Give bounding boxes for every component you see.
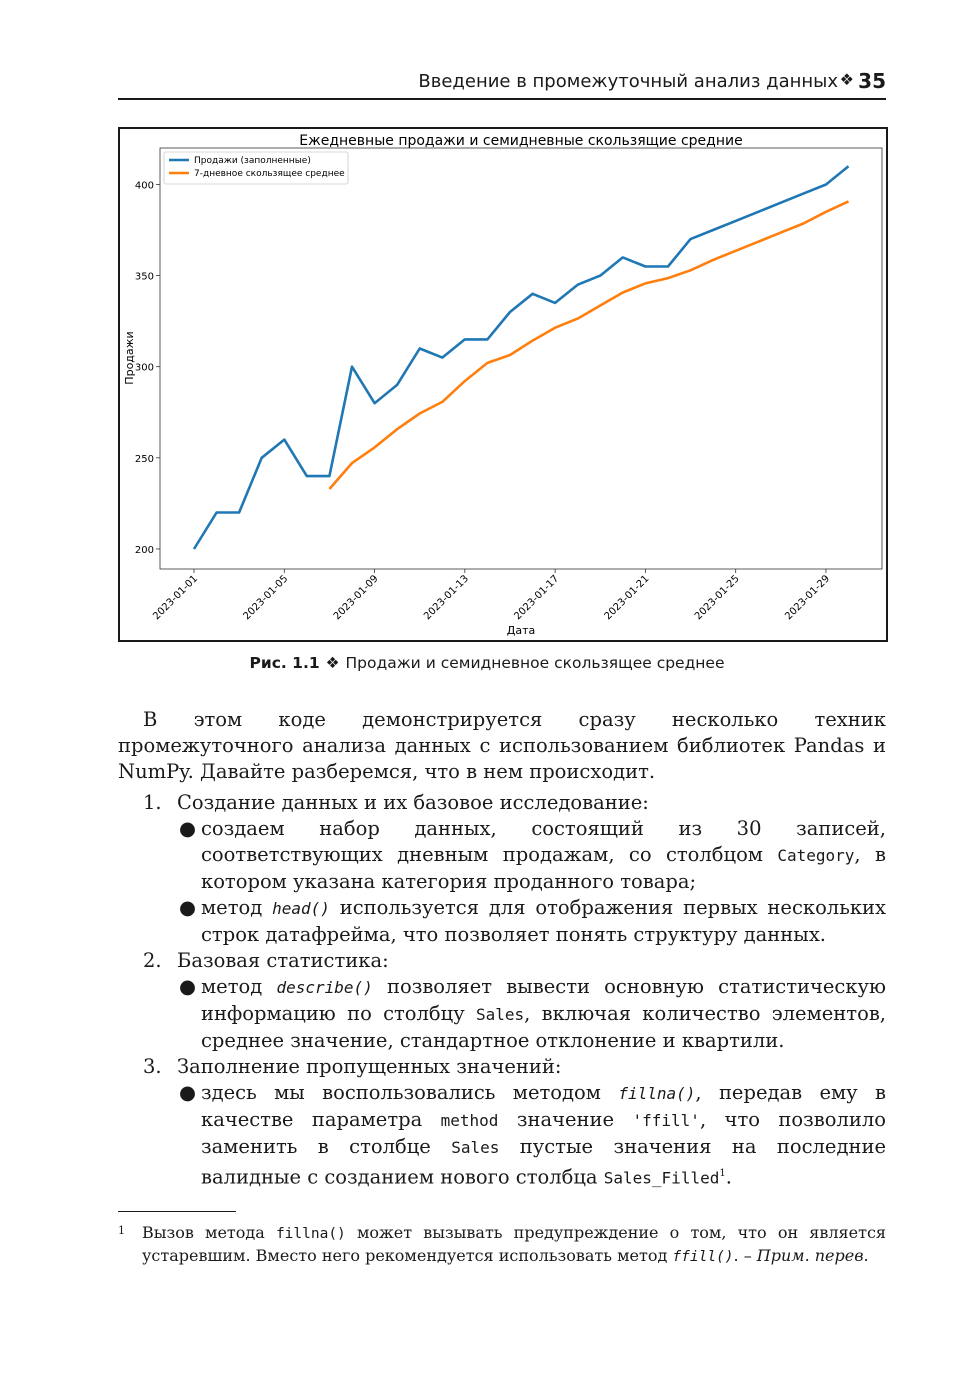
- bullet-item: [177, 974, 886, 1054]
- x-tick-label: 2023-01-29: [783, 573, 833, 623]
- header-separator-icon: ❖: [839, 70, 854, 89]
- code-ffill-string: 'ffill': [632, 1111, 700, 1130]
- list-item-number: 3.: [143, 1055, 162, 1078]
- series-lines: [194, 166, 849, 549]
- y-tick-label: 350: [134, 271, 154, 283]
- bullet-text: , передав ему в качестве параметра: [201, 1081, 887, 1131]
- x-tick-label: 2023-01-09: [331, 573, 381, 623]
- y-tick-label: 250: [134, 453, 154, 465]
- series-line-1: [329, 201, 848, 489]
- bullet-list: [177, 1080, 886, 1192]
- translator-note: Прим. перев.: [756, 1246, 869, 1265]
- bullet-item: [177, 1080, 886, 1192]
- legend: [164, 152, 348, 184]
- x-tick-label: 2023-01-25: [692, 573, 742, 623]
- list-item: [118, 790, 886, 948]
- footnote-text: [142, 1222, 886, 1268]
- numbered-list: [118, 790, 886, 1192]
- bullet-text: значение: [498, 1108, 633, 1131]
- figure-frame: [118, 127, 888, 642]
- code-category: Category: [777, 846, 855, 865]
- chart-title: Ежедневные продажи и семидневные скользящие средние: [299, 133, 743, 149]
- list-item-title: Базовая статистика:: [177, 949, 389, 972]
- footnote-text-part: может вызывать предупреждение о том, что он является устаревшим. Вместо него рекомендуется использовать метод: [142, 1223, 886, 1265]
- list-item-number: 1.: [143, 791, 162, 814]
- x-axis-label: Дата: [506, 624, 536, 637]
- list-item-title: Заполнение пропущенных значений:: [177, 1055, 562, 1078]
- bullet-text: , включая количество элементов, среднее значение, стандартное отклонение и квартили.: [201, 1002, 886, 1052]
- bullet-text: .: [725, 1165, 732, 1189]
- legend-label-sales: Продажи (заполненные): [194, 156, 311, 166]
- bullet-text: позволяет вывести основную статистическую информацию по столбцу: [201, 975, 886, 1025]
- y-axis-label: Продажи: [123, 331, 136, 385]
- line-chart: [120, 129, 886, 640]
- x-tick-label: 2023-01-17: [512, 573, 562, 623]
- footnote-text-part: Вызов метода: [142, 1223, 276, 1242]
- y-tick-label: 200: [134, 544, 154, 556]
- bullet-text: здесь мы воспользовались методом: [201, 1081, 619, 1104]
- code-fillna: fillna(): [618, 1084, 696, 1103]
- caption-separator-icon: ❖: [325, 654, 340, 672]
- bullet-text: , что позволило заменить в столбце: [201, 1108, 886, 1158]
- y-tick-label: 300: [134, 362, 154, 374]
- list-item: [118, 1054, 886, 1192]
- list-item: [118, 948, 886, 1054]
- bullet-text: используется для отображения первых нескольких строк датафрейма, что позволяет понять структуру данных.: [201, 896, 886, 946]
- running-header: [118, 68, 886, 100]
- x-tick-label: 2023-01-01: [151, 573, 201, 623]
- y-axis: [135, 180, 160, 556]
- footnote: [118, 1222, 886, 1268]
- code-sales-filled: Sales_Filled: [603, 1168, 720, 1188]
- footnote-ref: 1: [719, 1168, 726, 1179]
- list-item-number: 2.: [143, 949, 162, 972]
- header-title: Введение в промежуточный анализ данных: [418, 71, 838, 92]
- plot-area: [160, 148, 882, 569]
- code-sales: Sales: [451, 1138, 500, 1157]
- list-item-title: Создание данных и их базовое исследование:: [177, 791, 649, 814]
- x-axis: [151, 569, 832, 622]
- footnote-text-part: . –: [733, 1246, 757, 1265]
- bullet-icon: ●: [179, 896, 197, 919]
- bullet-text: метод: [201, 975, 277, 998]
- code-fillna: fillna(): [275, 1226, 346, 1242]
- y-tick-label: 400: [134, 180, 154, 192]
- code-sales: Sales: [475, 1005, 525, 1024]
- code-ffill: ffill(): [672, 1249, 734, 1265]
- code-describe: describe(): [276, 978, 373, 997]
- x-tick-label: 2023-01-05: [241, 573, 291, 623]
- x-tick-label: 2023-01-21: [602, 573, 652, 623]
- x-tick-label: 2023-01-13: [422, 573, 471, 623]
- figure-caption: [0, 654, 974, 672]
- caption-text: Продажи и семидневное скользящее среднее: [345, 654, 725, 672]
- series-line-0: [194, 166, 849, 549]
- bullet-item: [177, 895, 886, 948]
- bullet-item: [177, 816, 886, 895]
- code-method: method: [440, 1111, 499, 1130]
- code-head: head(): [272, 899, 330, 918]
- intro-paragraph: В этом коде демонстрируется сразу несколько техник промежуточного анализа данных с использованием библиотек Pandas и NumPy. Давайте разберемся, что в нем происходит.: [118, 708, 886, 783]
- bullet-list: [177, 816, 886, 948]
- bullet-text: создаем набор данных, состоящий из 30 записей, соответствующих дневным продажам, со столбцом: [201, 817, 886, 866]
- bullet-icon: ●: [179, 975, 197, 998]
- footnote-number: 1: [118, 1224, 125, 1237]
- bullet-text: метод: [201, 896, 273, 919]
- bullet-list: [177, 974, 886, 1054]
- bullet-icon: ●: [179, 817, 197, 840]
- bullet-icon: ●: [179, 1081, 197, 1104]
- caption-label: Рис. 1.1: [249, 654, 320, 672]
- legend-label-rolling: 7-дневное скользящее среднее: [194, 169, 345, 179]
- bullet-text: , в котором указана категория проданного товара;: [201, 843, 886, 893]
- footnote-rule: [118, 1211, 236, 1212]
- bullet-text: пустые значения на последние валидные с созданием нового столбца: [201, 1135, 886, 1189]
- page-number: 35: [858, 69, 886, 93]
